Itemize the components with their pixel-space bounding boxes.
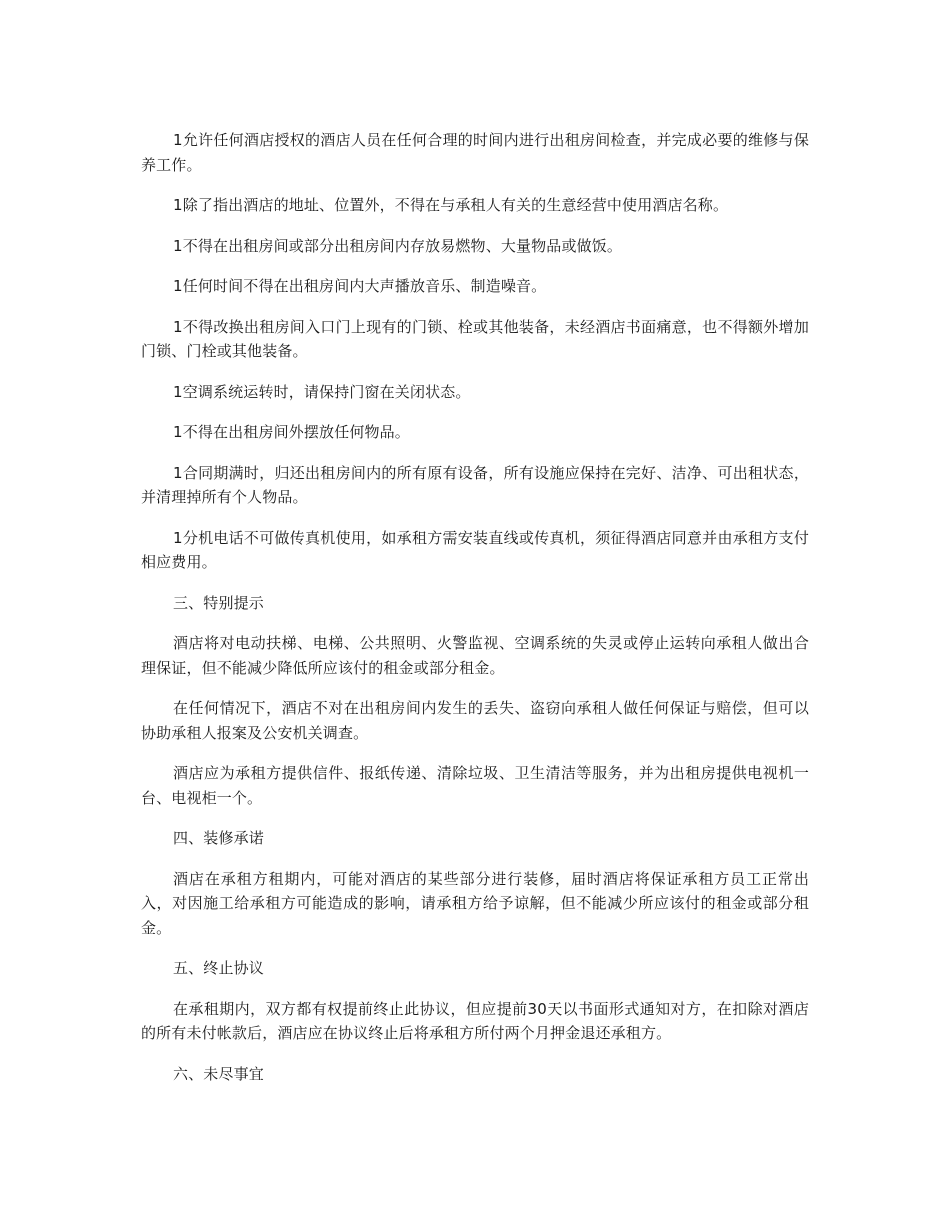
clause-locks: 1不得改换出租房间入口门上现有的门锁、栓或其他装备，未经酒店书面痛意，也不得额外增加门锁、门栓或其他装备。: [141, 317, 809, 360]
clause-air-conditioning: 1空调系统运转时，请保持门窗在关闭状态。: [173, 382, 471, 401]
section-heading-other-matters: 六、未尽事宜: [173, 1064, 264, 1083]
section-heading-renovation: 四、装修承诺: [173, 829, 264, 847]
notice-services: 酒店应为承租方提供信件、报纸传递、清除垃圾、卫生清洁等服务，并为出租房提供电视机一台、电视柜一个。: [141, 764, 809, 807]
clause-outside-items: 1不得在出租房间外摆放任何物品。: [173, 423, 410, 441]
clause-phone-fax: 1分机电话不可做传真机使用，如承租方需安装直线或传真机，须征得酒店同意并由承租方支付相应费用。: [141, 528, 809, 571]
document-body: [141, 128, 809, 1102]
termination-terms: 在承租期内，双方都有权提前终止此协议，但应提前30天以书面形式通知对方，在扣除对酒店的所有未付帐款后，酒店应在协议终止后将承租方所付两个月押金退还承租方。: [141, 999, 809, 1042]
clause-storage-cooking: 1不得在出租房间或部分出租房间内存放易燃物、大量物品或做饭。: [173, 236, 623, 255]
section-heading-termination: 五、终止协议: [173, 959, 264, 977]
section-heading-special-notice: 三、特别提示: [173, 593, 264, 612]
clause-contract-expiry: 1合同期满时，归还出租房间内的所有原有设备，所有设施应保持在完好、洁净、可出租状态，并清理掉所有个人物品。: [141, 463, 809, 506]
notice-equipment-failure: 酒店将对电动扶梯、电梯、公共照明、火警监视、空调系统的失灵或停止运转向承租人做出合理保证，但不能减少降低所应该付的租金或部分租金。: [141, 634, 809, 677]
clause-inspection: 1允许任何酒店授权的酒店人员在任何合理的时间内进行出租房间检查，并完成必要的维修与保养工作。: [141, 131, 809, 174]
clause-noise: 1任何时间不得在出租房间内大声播放音乐、制造噪音。: [173, 277, 547, 295]
notice-loss-theft: 在任何情况下，酒店不对在出租房间内发生的丢失、盗窃向承租人做任何保证与赔偿，但可以协助承租人报案及公安机关调查。: [141, 699, 809, 742]
clause-hotel-name-use: 1除了指出酒店的地址、位置外，不得在与承租人有关的生意经营中使用酒店名称。: [173, 196, 729, 214]
renovation-commitment: 酒店在承租方租期内，可能对酒店的某些部分进行装修，届时酒店将保证承租方员工正常出入，对因施工给承租方可能造成的影响，请承租方给予谅解，但不能减少所应该付的租金或部分租金。: [141, 869, 809, 937]
